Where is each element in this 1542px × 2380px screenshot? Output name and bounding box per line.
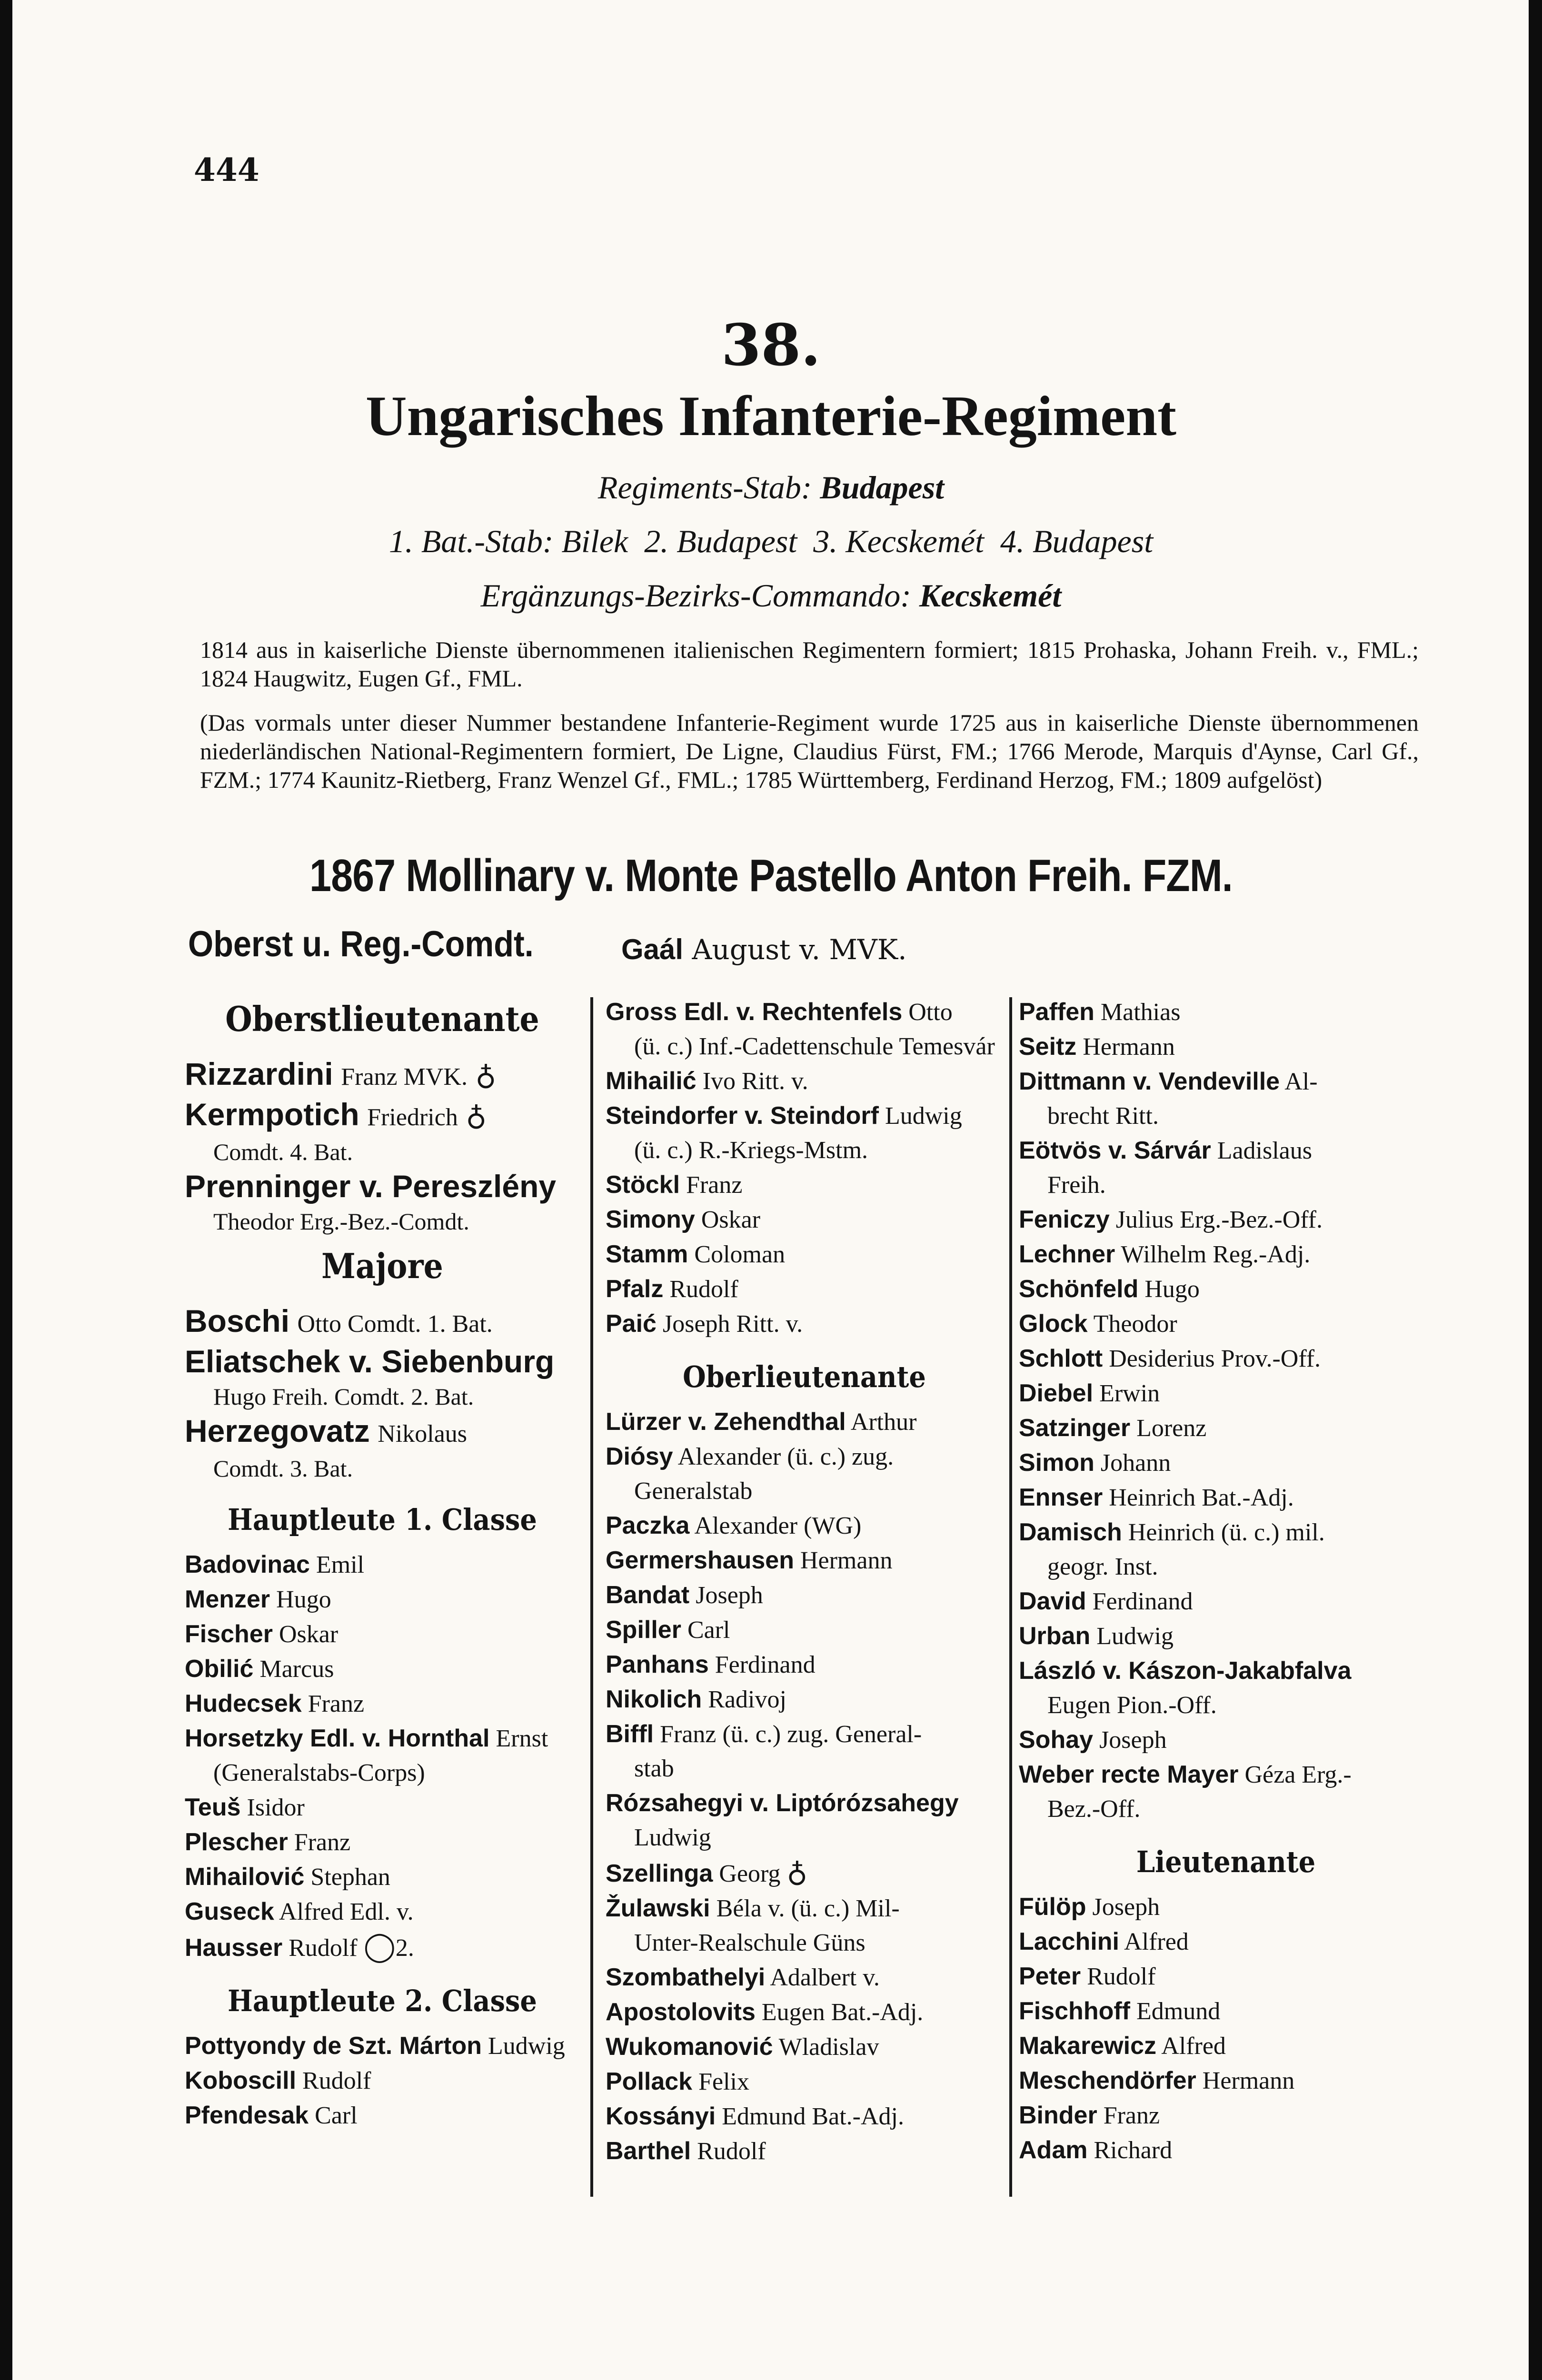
officer-entry [1019, 2098, 1433, 2133]
history-paragraph-1: 1814 aus in kaiserliche Dienste übernommenen italienischen Regimentern formiert; 1815 Prohaska, Johann Freih. v., FML.; 1824 Haugwitz, Eugen Gf., FML. [200, 636, 1419, 692]
officer-entry [606, 1237, 1003, 1272]
officer-name: Steindorfer v. Steindorf [606, 1102, 879, 1130]
officer-name: Mihailić [606, 1067, 696, 1095]
officer-name: Teuš [185, 1794, 241, 1821]
officer-entry [606, 1508, 1003, 1543]
officer-detail: Hermann [1083, 1033, 1175, 1061]
officer-detail: Radivoj [708, 1686, 786, 1713]
officer-continuation: Generalstab [634, 1478, 753, 1505]
majore-list [185, 1302, 580, 1484]
officer-detail: Alfred [1124, 1928, 1189, 1955]
officer-entry [606, 1613, 1003, 1647]
officer-entry [1019, 1411, 1433, 1446]
officer-name: Szombathelyi [606, 1964, 766, 1991]
oberst-name: Gaál [621, 933, 684, 965]
officer-name: Germershausen [606, 1547, 794, 1574]
officer-detail: Ferdinand [715, 1651, 816, 1678]
column-3 [1019, 995, 1433, 2168]
officer-detail: Rudolf [302, 2067, 371, 2094]
decoration-class: 2. [395, 1934, 414, 1962]
officer-entry [606, 1786, 1003, 1855]
officer-continuation: brecht Ritt. [1047, 1102, 1159, 1130]
officer-entry [1019, 1924, 1433, 1959]
officer-entry [606, 2064, 1003, 2099]
officer-name: Diósy [606, 1443, 673, 1470]
officer-continuation: Ludwig [634, 1824, 711, 1851]
officer-name: Dittmann v. Vendeville [1019, 1068, 1280, 1095]
oberst-label: Oberst u. Reg.-Comdt. [188, 924, 534, 964]
officer-entry [606, 1682, 1003, 1717]
officer-entry [1019, 1757, 1433, 1826]
officer-continuation: (ü. c.) Inf.-Cadettenschule Temesvár [634, 1033, 995, 1060]
officer-name: Koboscill [185, 2067, 297, 2094]
officer-detail: Emil [316, 1551, 365, 1578]
officer-name: Adam [1019, 2136, 1088, 2164]
officer-detail: Carl [687, 1616, 730, 1644]
column-1 [185, 990, 580, 2133]
oberstlieutenante-header: Oberstlieutenante [225, 999, 539, 1039]
page-number: 444 [194, 151, 259, 188]
officer-entry [606, 1307, 1003, 1341]
officer-name: Obilić [185, 1655, 254, 1683]
officer-entry [185, 1825, 580, 1860]
officer-detail: Nikolaus [378, 1420, 468, 1448]
officer-name: David [1019, 1587, 1086, 1615]
officer-detail: Franz [308, 1690, 365, 1717]
oberlieutenante-header: Oberlieutenante [683, 1359, 926, 1394]
officer-name: Urban [1019, 1622, 1091, 1650]
officer-name: Lechner [1019, 1240, 1115, 1268]
officer-detail: Wladislav [778, 2033, 879, 2061]
officer-continuation: Hugo Freih. Comdt. 2. Bat. [213, 1383, 474, 1410]
erg-value: Kecskemét [919, 577, 1062, 614]
officer-continuation: Unter-Realschule Güns [634, 1929, 866, 1956]
officer-entry [606, 1272, 1003, 1307]
officer-name: Simony [606, 1206, 695, 1233]
officer-detail: Hermann [1202, 2067, 1295, 2094]
officer-name: Horsetzky Edl. v. Hornthal [185, 1725, 490, 1752]
decoration-cross-icon: ♁ [475, 1060, 497, 1091]
oberlieutenante-list [606, 1405, 1003, 2169]
column-divider-2 [1009, 997, 1012, 2197]
officer-entry [606, 1064, 1003, 1099]
officer-name: Boschi [185, 1303, 290, 1339]
officer-entry [185, 1582, 580, 1617]
majore-header: Majore [321, 1246, 443, 1286]
officer-detail: Mathias [1100, 999, 1181, 1026]
officer-entry [606, 2030, 1003, 2064]
officer-detail: Georg [719, 1860, 781, 1887]
bat-3-location: Kecskemét [846, 523, 985, 559]
officer-name: Panhans [606, 1651, 709, 1678]
officer-name: Fülöp [1019, 1893, 1086, 1921]
bat-4-location: Budapest [1033, 523, 1154, 559]
officer-name: Stöckl [606, 1171, 680, 1199]
officer-entry [185, 2063, 580, 2098]
officer-detail: Felix [698, 2068, 750, 2095]
officer-entry [1019, 1133, 1433, 1202]
hauptleute-2-list [185, 2029, 580, 2133]
officer-detail: Eugen Bat.-Adj. [761, 1999, 924, 2026]
officer-detail: Ludwig [885, 1102, 962, 1130]
officer-name: Damisch [1019, 1518, 1122, 1546]
officer-entry [1019, 1307, 1433, 1341]
officer-continuation: (Generalstabs-Corps) [213, 1759, 425, 1786]
officer-name: Bandat [606, 1581, 690, 1609]
stab-label: Regiments-Stab: [597, 469, 812, 506]
officer-entry [1019, 1515, 1433, 1584]
regiments-stab-line [0, 469, 1542, 506]
decoration-ring-icon: ◯ [363, 1931, 396, 1962]
officer-name: Sohay [1019, 1726, 1094, 1754]
officer-entry [606, 2099, 1003, 2134]
oberst-rest: August v. MVK. [692, 933, 907, 966]
officer-detail: Erwin [1099, 1380, 1160, 1407]
officer-entry [606, 1855, 1003, 1891]
erganzungs-line [0, 577, 1542, 615]
officer-name: Binder [1019, 2102, 1097, 2129]
officer-continuation: Comdt. 3. Bat. [213, 1455, 353, 1482]
officer-entry [606, 1202, 1003, 1237]
bat-4-number: 4. [1000, 523, 1025, 559]
regiment-title: Ungarisches Infanterie-Regiment [365, 384, 1177, 447]
officer-entry [606, 1578, 1003, 1613]
officer-detail: Johann [1100, 1449, 1171, 1477]
officer-entry [1019, 1237, 1433, 1272]
officer-name: Rizzardini [185, 1056, 333, 1091]
history-paragraph-2: (Das vormals unter dieser Nummer bestandene Infanterie-Regiment wurde 1725 aus in kaiserliche Dienste übernommenen niederländischen National-Regimentern formiert, De Ligne, Claudius Fürst, FM.; 1766 Merode, Marquis d'Aynse, Carl Gf., FZM.; 1774 Kaunitz-Rietberg, Franz Wenzel Gf., FML.; 1785 Württemberg, Ferdinand Herzog, FM.; 1809 aufgelöst) [200, 709, 1419, 793]
bat-1-number: 1. [388, 523, 413, 559]
officer-entry [1019, 1619, 1433, 1654]
officer-name: Pfalz [606, 1275, 664, 1303]
officer-name: Herzegovatz [185, 1413, 370, 1448]
officer-entry [185, 1686, 580, 1721]
officer-name: Paić [606, 1310, 657, 1338]
officer-entry [1019, 995, 1433, 1030]
stab-value: Budapest [820, 469, 945, 506]
officer-entry [606, 1439, 1003, 1508]
officer-name: Prenninger v. Pereszlény [185, 1169, 557, 1204]
oberst-entry [621, 933, 907, 966]
officer-detail: Heinrich (ü. c.) mil. [1128, 1519, 1325, 1546]
oberstlieutenante-list [185, 1055, 580, 1237]
bat-2-location: Budapest [676, 523, 797, 559]
officer-entry [1019, 1480, 1433, 1515]
officer-continuation: Bez.-Off. [1047, 1795, 1141, 1823]
officer-entry [1019, 1202, 1433, 1237]
officer-detail: Rudolf [697, 2138, 766, 2165]
bat-3-number: 3. [813, 523, 838, 559]
officer-name: Weber recte Mayer [1019, 1761, 1239, 1788]
officer-detail: Hugo [1144, 1276, 1200, 1303]
officer-name: Paffen [1019, 998, 1094, 1026]
officer-detail: Julius Erg.-Bez.-Off. [1115, 1206, 1323, 1233]
decoration-cross-icon: ♁ [786, 1856, 808, 1888]
officer-detail: Alfred [1161, 2033, 1226, 2060]
officer-entry [1019, 1723, 1433, 1757]
officer-detail: Wilhelm Reg.-Adj. [1121, 1241, 1311, 1268]
officer-detail: Arthur [850, 1408, 917, 1436]
officer-detail: Carl [315, 2102, 358, 2129]
officer-continuation: Eugen Pion.-Off. [1047, 1692, 1217, 1719]
officer-name: Simon [1019, 1449, 1094, 1477]
officer-name: Paczka [606, 1512, 690, 1539]
officer-detail: Friedrich [367, 1104, 458, 1131]
officer-name: Plescher [185, 1828, 288, 1856]
officer-detail: Ludwig [1096, 1623, 1174, 1650]
officer-entry [185, 1860, 580, 1894]
officer-detail: Franz [686, 1171, 743, 1199]
officer-detail: Ivo Ritt. v. [702, 1068, 808, 1095]
officer-entry [1019, 1272, 1433, 1307]
officer-name: Kossányi [606, 2102, 716, 2130]
officer-entry [185, 1412, 580, 1484]
officer-name: Feniczy [1019, 1206, 1110, 1233]
bat-1-location: Bilek [561, 523, 628, 559]
officer-entry [185, 1617, 580, 1652]
officer-detail: Richard [1094, 2137, 1173, 2164]
officer-entry [1019, 1341, 1433, 1376]
decoration-cross-icon: ♁ [466, 1100, 487, 1131]
regiment-inhaber: 1867 Mollinary v. Monte Pastello Anton Freih. FZM. [309, 850, 1233, 901]
officer-detail: Edmund [1136, 1998, 1221, 2025]
officer-entry [185, 1894, 580, 1929]
officer-name: Eötvös v. Sárvár [1019, 1137, 1211, 1164]
officer-name: Barthel [606, 2137, 691, 2165]
officer-detail: Al- [1284, 1068, 1318, 1095]
battalion-stab-line [0, 523, 1542, 560]
officer-entry [606, 2134, 1003, 2169]
officer-entry [1019, 1030, 1433, 1064]
officer-name: Pottyondy de Szt. Márton [185, 2032, 482, 2060]
officer-name: Biffl [606, 1720, 654, 1748]
officer-detail: Coloman [694, 1241, 786, 1268]
officer-entry [1019, 2133, 1433, 2168]
officer-entry [185, 1929, 580, 1965]
officer-detail: Joseph [1092, 1894, 1160, 1921]
officer-continuation: stab [634, 1755, 674, 1782]
officer-continuation: Freih. [1047, 1171, 1106, 1199]
officer-entry [606, 1995, 1003, 2030]
officer-detail: Joseph [1099, 1726, 1167, 1754]
officer-detail: Franz [1103, 2102, 1160, 2129]
officer-entry [606, 1405, 1003, 1439]
officer-name: Žulawski [606, 1894, 710, 1922]
column-divider-1 [590, 997, 593, 2197]
officer-detail: Rudolf [1087, 1963, 1156, 1990]
officer-name: Diebel [1019, 1379, 1094, 1407]
officer-detail: Ludwig [488, 2033, 565, 2060]
officer-entry [1019, 1376, 1433, 1411]
officer-name: Fischhoff [1019, 1997, 1130, 2025]
officer-name: Spiller [606, 1616, 681, 1644]
officer-entry [185, 1547, 580, 1582]
officer-entry [185, 1096, 580, 1168]
officer-detail: Alexander (ü. c.) zug. [677, 1443, 894, 1470]
officer-name: Glock [1019, 1310, 1088, 1338]
regiment-number: 38. [721, 312, 821, 379]
officer-entry [1019, 1446, 1433, 1480]
officer-entry [1019, 2063, 1433, 2098]
officer-detail: Adalbert v. [770, 1964, 880, 1991]
officer-name: László v. Kászon-Jakabfalva [1019, 1657, 1352, 1685]
bat-2-number: 2. [644, 523, 669, 559]
officer-entry [1019, 1064, 1433, 1133]
officer-name: Seitz [1019, 1033, 1077, 1061]
officer-detail: Edmund Bat.-Adj. [722, 2103, 904, 2130]
officer-name: Hausser [185, 1934, 283, 1962]
column-2 [606, 995, 1003, 2169]
officer-detail: Béla v. (ü. c.) Mil- [716, 1895, 900, 1922]
hauptleute-1-header: Hauptleute 1. Classe [228, 1502, 537, 1537]
officer-entry [185, 1302, 580, 1343]
officer-detail: Alexander (WG) [694, 1512, 862, 1539]
officer-detail: Alfred Edl. v. [279, 1898, 414, 1925]
officer-name: Schlott [1019, 1345, 1103, 1372]
officer-entry [606, 1647, 1003, 1682]
officer-detail: Oskar [701, 1206, 761, 1233]
officer-name: Badovinac [185, 1551, 310, 1578]
officer-entry [1019, 1654, 1433, 1723]
officer-entry [606, 1543, 1003, 1578]
officer-name: Lacchini [1019, 1928, 1119, 1955]
officer-entry [185, 1343, 580, 1412]
officer-detail: Joseph [696, 1582, 763, 1609]
officer-detail: Lorenz [1136, 1415, 1207, 1442]
officer-entry [606, 995, 1003, 1064]
officer-name: Hudecsek [185, 1690, 302, 1717]
officer-name: Mihailović [185, 1863, 305, 1891]
officer-entry [185, 1721, 580, 1790]
officer-entry [1019, 1994, 1433, 2029]
officer-entry [185, 1790, 580, 1825]
officer-name: Eliatschek v. Siebenburg [185, 1344, 555, 1379]
officer-name: Szellinga [606, 1860, 713, 1887]
hauptleute-1-list [185, 1547, 580, 1965]
officer-detail: Hugo [276, 1586, 331, 1613]
lieutenante-header: Lieutenante [1136, 1844, 1316, 1879]
officer-name: Lürzer v. Zehendthal [606, 1408, 846, 1436]
officer-entry [606, 1099, 1003, 1168]
column-3-top-list [1019, 995, 1433, 1826]
officer-detail: Desiderius Prov.-Off. [1109, 1345, 1321, 1372]
officer-continuation: Theodor Erg.-Bez.-Comdt. [213, 1208, 469, 1235]
officer-detail: Ernst [496, 1725, 548, 1752]
officer-name: Satzinger [1019, 1414, 1131, 1442]
officer-entry [606, 1168, 1003, 1202]
officer-entry [1019, 1890, 1433, 1924]
officer-detail: Franz MVK. [341, 1063, 468, 1091]
officer-detail: Marcus [259, 1656, 334, 1683]
officer-detail: Rudolf [289, 1934, 358, 1962]
officer-name: Pfendesak [185, 2102, 309, 2129]
officer-entry [185, 1055, 580, 1096]
officer-detail: Ladislaus [1217, 1137, 1312, 1164]
officer-detail: Oskar [279, 1621, 338, 1648]
officer-detail: Géza Erg.- [1244, 1761, 1352, 1788]
officer-name: Guseck [185, 1898, 274, 1925]
officer-name: Makarewicz [1019, 2032, 1157, 2060]
column-2-top-list [606, 995, 1003, 1341]
hauptleute-2-header: Hauptleute 2. Classe [228, 1983, 537, 2018]
officer-name: Schönfeld [1019, 1275, 1139, 1303]
officer-name: Pollack [606, 2068, 693, 2095]
officer-entry [606, 1960, 1003, 1995]
officer-detail: Franz (ü. c.) zug. General- [660, 1721, 922, 1748]
officer-name: Menzer [185, 1586, 270, 1613]
officer-entry [185, 1168, 580, 1237]
officer-name: Ennser [1019, 1484, 1103, 1511]
officer-detail: Theodor [1093, 1310, 1177, 1338]
officer-continuation: (ü. c.) R.-Kriegs-Mstm. [634, 1137, 868, 1164]
bat-stab-label: Bat.-Stab: [421, 523, 554, 559]
officer-name: Rózsahegyi v. Liptórózsahegy [606, 1789, 959, 1817]
officer-entry [1019, 1584, 1433, 1619]
officer-detail: Otto Comdt. 1. Bat. [297, 1310, 493, 1338]
officer-name: Peter [1019, 1963, 1081, 1990]
officer-detail: Franz [294, 1829, 351, 1856]
officer-entry [185, 1652, 580, 1686]
officer-name: Wukomanović [606, 2033, 773, 2061]
officer-detail: Ferdinand [1092, 1588, 1193, 1615]
officer-entry [1019, 1959, 1433, 1994]
officer-entry [1019, 2029, 1433, 2063]
officer-name: Meschendörfer [1019, 2067, 1196, 2094]
lieutenante-list [1019, 1890, 1433, 2168]
erg-label: Ergänzungs-Bezirks-Commando: [480, 577, 911, 614]
officer-entry [606, 1891, 1003, 1960]
officer-name: Gross Edl. v. Rechtenfels [606, 998, 903, 1026]
officer-entry [185, 2098, 580, 2133]
officer-detail: Stephan [310, 1864, 390, 1891]
officer-detail: Hermann [800, 1547, 893, 1574]
officer-detail: Isidor [247, 1794, 305, 1821]
officer-continuation: Comdt. 4. Bat. [213, 1139, 353, 1165]
officer-detail: Otto [908, 999, 953, 1026]
officer-name: Fischer [185, 1620, 273, 1648]
officer-entry [606, 1717, 1003, 1786]
officer-detail: Joseph Ritt. v. [662, 1310, 803, 1338]
officer-detail: Heinrich Bat.-Adj. [1109, 1484, 1294, 1511]
officer-name: Stamm [606, 1240, 688, 1268]
officer-name: Kermpotich [185, 1097, 359, 1132]
officer-detail: Rudolf [669, 1276, 738, 1303]
officer-name: Nikolich [606, 1686, 702, 1713]
officer-name: Apostolovits [606, 1998, 756, 2026]
officer-entry [185, 2029, 580, 2063]
officer-continuation: geogr. Inst. [1047, 1553, 1158, 1580]
